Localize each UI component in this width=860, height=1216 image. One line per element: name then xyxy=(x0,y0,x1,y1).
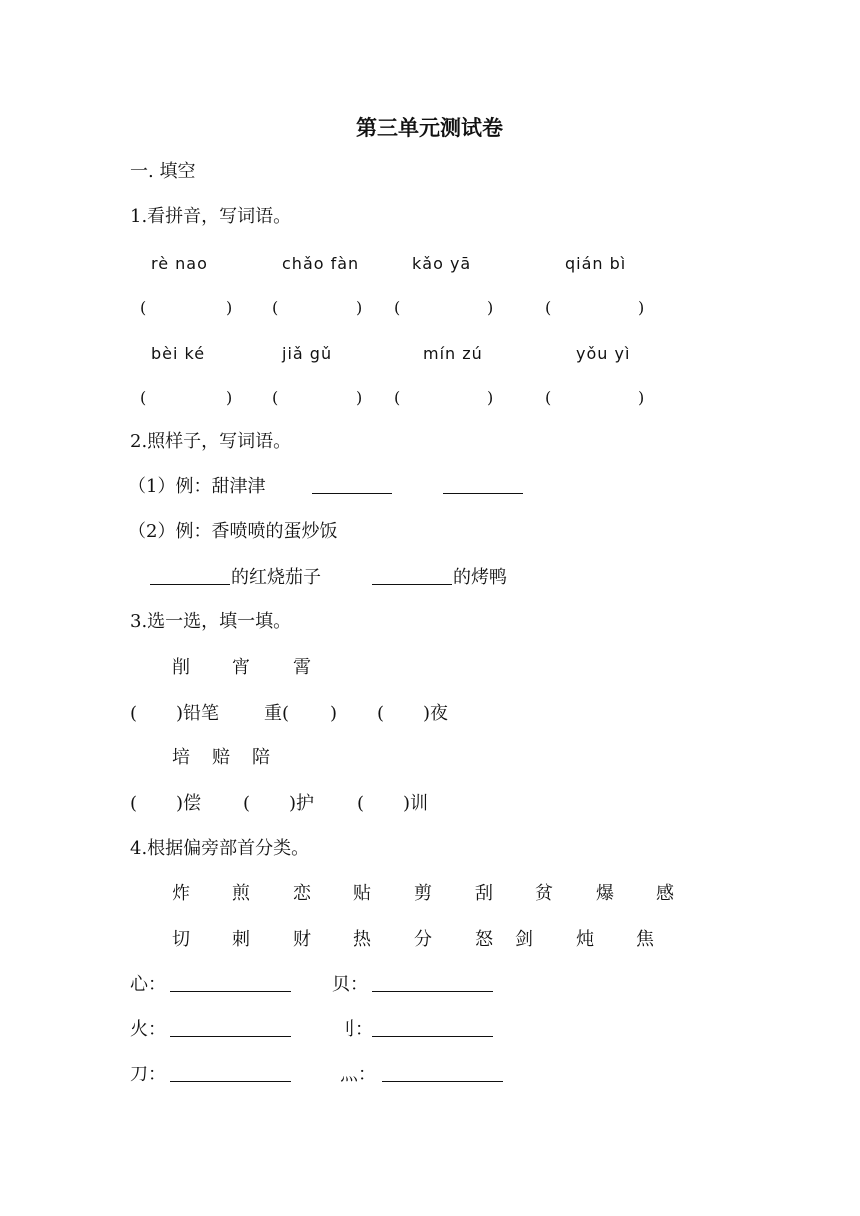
phrase-text: 的烤鸭 xyxy=(453,567,507,588)
question-4-heading: 4.根据偏旁部首分类。 xyxy=(130,838,310,859)
sort-char: 炖 xyxy=(576,929,594,950)
answer-blank[interactable] xyxy=(382,1063,503,1089)
fill-item: )训 xyxy=(403,793,429,814)
question-3-heading: 3.选一选，填一填。 xyxy=(130,611,292,632)
choice-char: 削 xyxy=(172,657,190,678)
answer-blank[interactable] xyxy=(312,475,392,501)
paren-open: ( xyxy=(243,793,251,814)
sort-char: 爆 xyxy=(596,883,614,904)
answer-blank[interactable] xyxy=(170,1018,291,1044)
sort-char: 热 xyxy=(353,929,371,950)
sort-char: 刺 xyxy=(232,929,250,950)
sort-char: 贫 xyxy=(535,883,553,904)
fill-item: )护 xyxy=(289,793,315,814)
answer-blank[interactable] xyxy=(372,973,493,999)
pinyin-8: yǒu yì xyxy=(576,344,631,363)
radical-label: 刂： xyxy=(337,1019,373,1040)
answer-paren-open: ( xyxy=(394,388,401,407)
question-1-heading: 1.看拼音，写词语。 xyxy=(130,206,292,227)
sort-char: 煎 xyxy=(232,883,250,904)
answer-paren-close: ) xyxy=(638,298,645,317)
paren-open: ( xyxy=(130,793,138,814)
answer-paren-open: ( xyxy=(394,298,401,317)
radical-label: 贝： xyxy=(332,974,368,995)
answer-paren-open: ( xyxy=(272,298,279,317)
answer-paren-open: ( xyxy=(545,298,552,317)
answer-paren-close: ) xyxy=(356,298,363,317)
sort-char: 切 xyxy=(172,929,190,950)
answer-paren-close: ) xyxy=(487,298,494,317)
pinyin-4: qián bì xyxy=(565,254,627,273)
answer-paren-open: ( xyxy=(140,388,147,407)
pinyin-3: kǎo yā xyxy=(412,254,472,273)
radical-label: 火： xyxy=(130,1019,166,1040)
sort-char: 炸 xyxy=(172,883,190,904)
pinyin-5: bèi ké xyxy=(151,344,206,363)
answer-paren-close: ) xyxy=(226,388,233,407)
answer-paren-close: ) xyxy=(226,298,233,317)
sort-char: 恋 xyxy=(293,883,311,904)
example-1-label: （1）例：甜津津 xyxy=(128,476,266,497)
sort-char: 感 xyxy=(656,883,674,904)
choice-char: 赔 xyxy=(212,747,230,768)
pinyin-2: chǎo fàn xyxy=(282,254,360,273)
sort-char: 剪 xyxy=(414,883,432,904)
answer-paren-close: ) xyxy=(638,388,645,407)
paren-open: ( xyxy=(377,703,385,724)
answer-paren-close: ) xyxy=(356,388,363,407)
answer-blank[interactable] xyxy=(372,1018,493,1044)
choice-char: 霄 xyxy=(293,657,311,678)
sort-char: 刮 xyxy=(475,883,493,904)
choice-char: 陪 xyxy=(252,747,270,768)
radical-label: 心： xyxy=(130,974,166,995)
answer-paren-close: ) xyxy=(487,388,494,407)
pinyin-7: mín zú xyxy=(423,344,483,363)
answer-paren-open: ( xyxy=(272,388,279,407)
fill-item: 重( xyxy=(264,703,290,724)
section-heading: 一. 填空 xyxy=(130,161,196,182)
question-2-heading: 2.照样子，写词语。 xyxy=(130,431,292,452)
phrase-text: 的红烧茄子 xyxy=(231,567,321,588)
sort-char: 剑 xyxy=(515,929,533,950)
pinyin-6: jiǎ gǔ xyxy=(282,344,333,363)
example-2-label: （2）例：香喷喷的蛋炒饭 xyxy=(128,521,338,542)
answer-paren-open: ( xyxy=(545,388,552,407)
paren-open: ( xyxy=(130,703,138,724)
radical-label: 刀： xyxy=(130,1064,166,1085)
page-title: 第三单元测试卷 xyxy=(356,115,503,140)
answer-blank[interactable] xyxy=(170,973,291,999)
paren-open: ( xyxy=(357,793,365,814)
fill-item: )偿 xyxy=(176,793,202,814)
sort-char: 贴 xyxy=(353,883,371,904)
pinyin-1: rè nao xyxy=(151,254,208,273)
answer-blank[interactable] xyxy=(443,475,523,501)
sort-char: 怒 xyxy=(475,929,493,950)
answer-blank[interactable] xyxy=(372,566,452,592)
answer-paren-open: ( xyxy=(140,298,147,317)
choice-char: 培 xyxy=(172,747,190,768)
sort-char: 焦 xyxy=(636,929,654,950)
fill-item: ) xyxy=(330,703,338,724)
choice-char: 宵 xyxy=(232,657,250,678)
sort-char: 分 xyxy=(414,929,432,950)
fill-item: )铅笔 xyxy=(176,703,220,724)
fill-item: )夜 xyxy=(423,703,449,724)
radical-label: 灬： xyxy=(340,1064,376,1085)
sort-char: 财 xyxy=(293,929,311,950)
answer-blank[interactable] xyxy=(170,1063,291,1089)
answer-blank[interactable] xyxy=(150,566,230,592)
